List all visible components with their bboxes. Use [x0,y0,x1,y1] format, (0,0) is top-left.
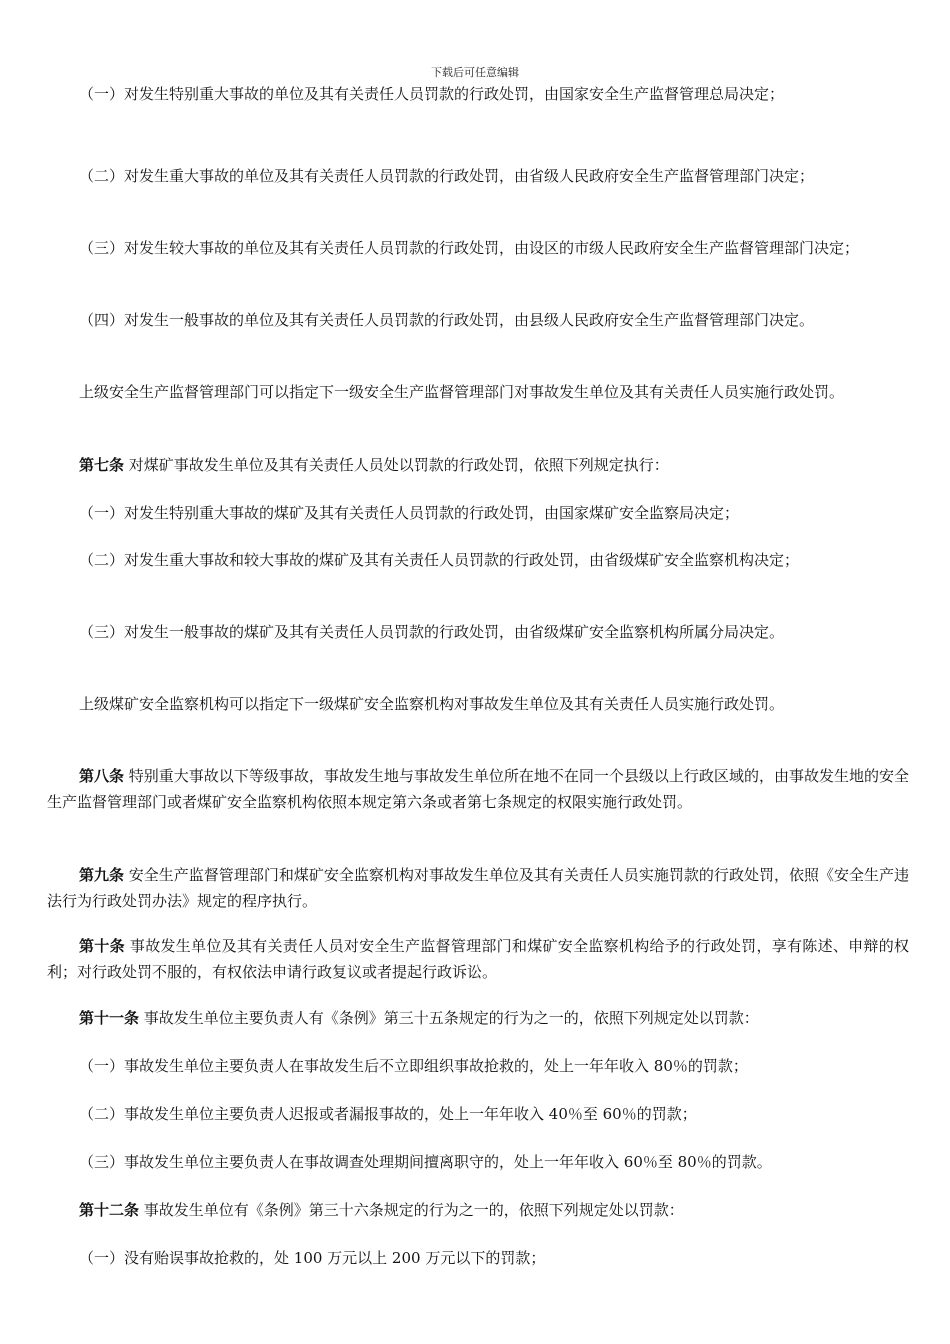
article-12-heading: 第十二条 [79,1201,140,1219]
article-12: 第十二条 事故发生单位有《条例》第三十六条规定的行为之一的，依照下列规定处以罚款： [79,1201,684,1219]
article-7-heading: 第七条 [79,456,125,474]
paragraph-4: （四）对发生一般事故的单位及其有关责任人员罚款的行政处罚，由县级人民政府安全生产监督管理部门决定。 [79,311,815,329]
paragraph-3: （三）对发生较大事故的单位及其有关责任人员罚款的行政处罚，由设区的市级人民政府安全生产监督管理部门决定； [79,239,860,257]
paragraph-15: （一）事故发生单位主要负责人在事故发生后不立即组织事故抢救的，处上一年年收入 80％的罚款； [79,1057,748,1075]
paragraph-5: 上级安全生产监督管理部门可以指定下一级安全生产监督管理部门对事故发生单位及其有关责任人员实施行政处罚。 [79,383,845,401]
article-11-heading: 第十一条 [79,1009,140,1027]
paragraph-7: （一）对发生特别重大事故的煤矿及其有关责任人员罚款的行政处罚，由国家煤矿安全监察局决定； [79,504,740,522]
paragraph-1: （一）对发生特别重大事故的单位及其有关责任人员罚款的行政处罚，由国家安全生产监督管理总局决定； [79,85,785,103]
paragraph-17: （三）事故发生单位主要负责人在事故调查处理期间擅离职守的，处上一年年收入 60％至 80％的罚款。 [79,1153,772,1171]
article-10: 第十条 事故发生单位及其有关责任人员对安全生产监督管理部门和煤矿安全监察机构给予的行政处罚，享有陈述、申辩的权利；对行政处罚不服的，有权依法申请行政复议或者提起行政诉讼。 [47,937,909,981]
article-8-heading: 第八条 [79,767,125,785]
article-11: 第十一条 事故发生单位主要负责人有《条例》第三十五条规定的行为之一的，依照下列规定处以罚款： [79,1009,759,1027]
paragraph-2: （二）对发生重大事故的单位及其有关责任人员罚款的行政处罚，由省级人民政府安全生产监督管理部门决定； [79,167,815,185]
article-9-heading: 第九条 [79,866,125,884]
paragraph-9: （三）对发生一般事故的煤矿及其有关责任人员罚款的行政处罚，由省级煤矿安全监察机构所属分局决定。 [79,623,785,641]
article-9: 第九条 安全生产监督管理部门和煤矿安全监察机构对事故发生单位及其有关责任人员实施罚款的行政处罚，依照《安全生产违法行为行政处罚办法》规定的程序执行。 [47,866,909,910]
paragraph-19: （一）没有贻误事故抢救的，处 100 万元以上 200 万元以下的罚款； [79,1249,546,1267]
article-10-heading: 第十条 [79,937,125,955]
page-header: 下载后可任意编辑 [431,66,519,79]
article-8: 第八条 特别重大事故以下等级事故，事故发生地与事故发生单位所在地不在同一个县级以上行政区域的，由事故发生地的安全生产监督管理部门或者煤矿安全监察机构依照本规定第六条或者第七条规定的权限实施行政处罚。 [47,767,909,811]
paragraph-10: 上级煤矿安全监察机构可以指定下一级煤矿安全监察机构对事故发生单位及其有关责任人员实施行政处罚。 [79,695,785,713]
paragraph-16: （二）事故发生单位主要负责人迟报或者漏报事故的，处上一年年收入 40％至 60％的罚款； [79,1105,697,1123]
article-7: 第七条 对煤矿事故发生单位及其有关责任人员处以罚款的行政处罚，依照下列规定执行： [79,456,669,474]
paragraph-8: （二）对发生重大事故和较大事故的煤矿及其有关责任人员罚款的行政处罚，由省级煤矿安全监察机构决定； [79,551,800,569]
